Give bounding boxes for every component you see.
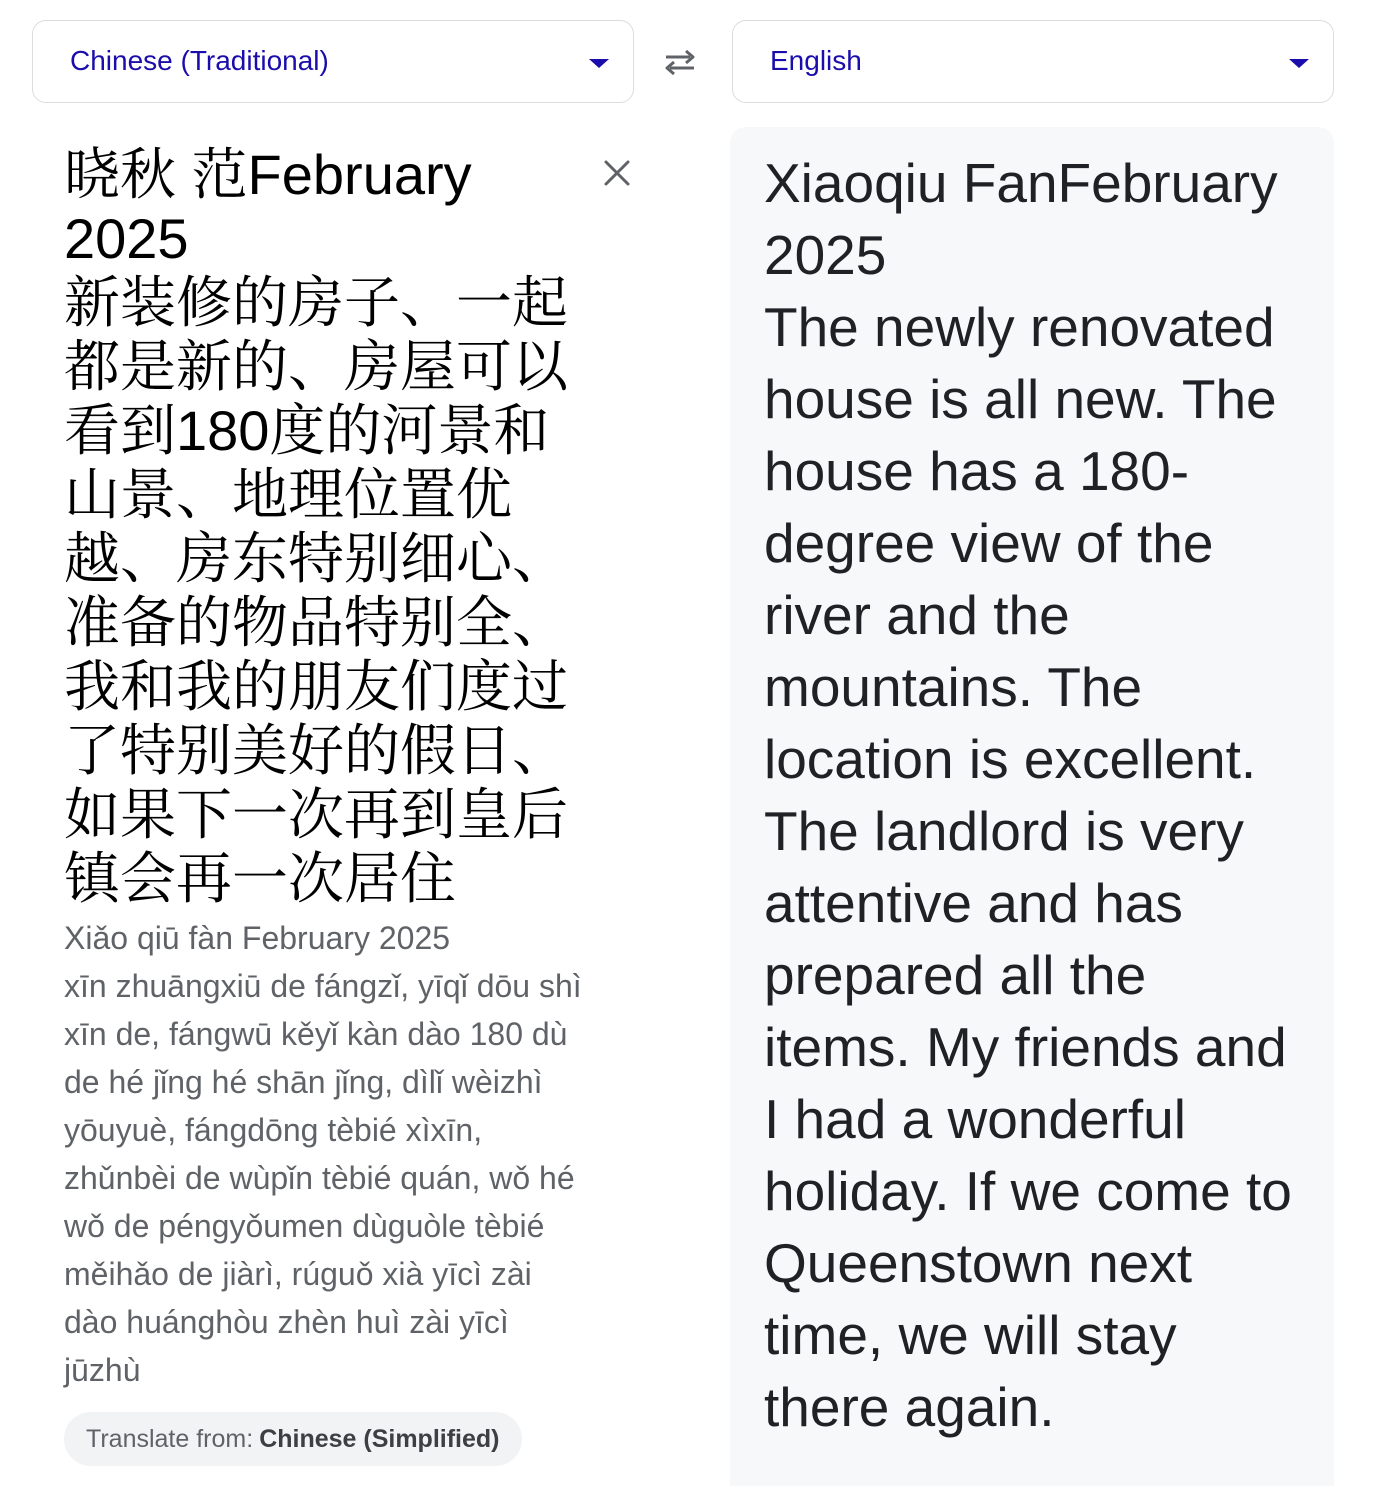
source-text-line: 新装修的房子、一起 <box>64 271 568 334</box>
romanization-line: Xiǎo qiū fàn February 2025 <box>64 920 451 956</box>
source-language-label: Chinese (Traditional) <box>70 45 329 76</box>
romanization-line: dào huánghòu zhèn huì zài yīcì <box>64 1304 509 1340</box>
suggestion-prefix: Translate from: <box>86 1424 254 1453</box>
clear-text-button[interactable] <box>593 149 641 197</box>
source-text-line: 看到180度的河景和 <box>64 399 550 462</box>
source-romanization <box>64 914 634 1394</box>
translation-output-panel <box>730 127 1334 1486</box>
romanization-line: wǒ de péngyǒumen dùguòle tèbié <box>64 1208 545 1244</box>
swap-horiz-icon <box>660 46 700 78</box>
source-text-line: 2025 <box>64 207 189 270</box>
source-text-line: 如果下一次再到皇后 <box>64 783 568 846</box>
romanization-line: xīn de, fángwū kěyǐ kàn dào 180 dù <box>64 1016 568 1052</box>
translation-text <box>764 147 1292 1443</box>
target-language-label: English <box>770 45 862 76</box>
translation-line: holiday. If we come to <box>764 1160 1292 1222</box>
translation-line: house is all new. The <box>764 368 1277 430</box>
source-text-line: 准备的物品特别全、 <box>64 591 568 654</box>
source-text-line: 我和我的朋友们度过 <box>64 655 568 718</box>
translate-from-suggestion-button[interactable] <box>64 1412 522 1466</box>
translation-line: time, we will stay <box>764 1304 1177 1366</box>
translation-line: items. My friends and <box>764 1016 1287 1078</box>
source-text-line: 镇会再一次居住 <box>64 847 456 910</box>
source-text-line: 了特别美好的假日、 <box>64 719 568 782</box>
translation-line: river and the <box>764 584 1070 646</box>
target-language-dropdown[interactable] <box>732 20 1334 103</box>
translation-line: degree view of the <box>764 512 1214 574</box>
romanization-line: měihǎo de jiàrì, rúguǒ xià yīcì zài <box>64 1256 532 1292</box>
chevron-down-icon <box>1289 59 1309 68</box>
romanization-line: jūzhù <box>64 1352 141 1388</box>
translation-line: I had a wonderful <box>764 1088 1186 1150</box>
source-text-line: 都是新的、房屋可以 <box>64 335 568 398</box>
translation-line: mountains. The <box>764 656 1143 718</box>
swap-languages-button[interactable] <box>658 42 702 82</box>
romanization-line: de hé jǐng hé shān jǐng, dìlǐ wèizhì <box>64 1064 543 1100</box>
source-text-input[interactable] <box>64 143 584 911</box>
translation-line: Xiaoqiu FanFebruary <box>764 152 1278 214</box>
translation-line: 2025 <box>764 224 887 286</box>
translation-line: attentive and has <box>764 872 1183 934</box>
romanization-line: zhǔnbèi de wùpǐn tèbié quán, wǒ hé <box>64 1160 575 1196</box>
romanization-line: yōuyuè, fángdōng tèbié xìxīn, <box>64 1112 483 1148</box>
suggested-language: Chinese (Simplified) <box>259 1424 500 1453</box>
close-icon <box>602 158 632 188</box>
translation-line: The newly renovated <box>764 296 1275 358</box>
translation-line: there again. <box>764 1376 1055 1438</box>
translation-line: The landlord is very <box>764 800 1244 862</box>
translation-line: location is excellent. <box>764 728 1257 790</box>
source-language-dropdown[interactable] <box>32 20 634 103</box>
translation-line: prepared all the <box>764 944 1147 1006</box>
chevron-down-icon <box>589 59 609 68</box>
source-text-line: 山景、地理位置优 <box>64 463 512 526</box>
translation-line: house has a 180- <box>764 440 1190 502</box>
source-text-line: 越、房东特别细心、 <box>64 527 568 590</box>
translation-line: Queenstown next <box>764 1232 1193 1294</box>
source-text-line: 晓秋 范February <box>64 143 472 206</box>
romanization-line: xīn zhuāngxiū de fángzǐ, yīqǐ dōu shì <box>64 968 582 1004</box>
